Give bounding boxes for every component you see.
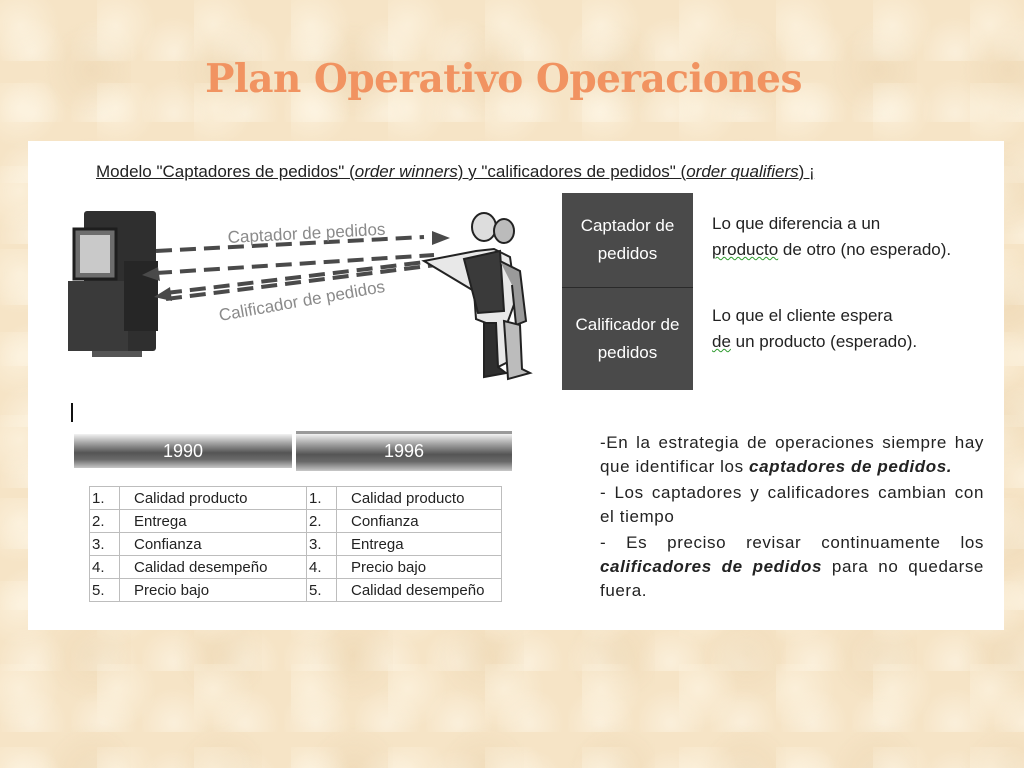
rank-1990: 4. <box>90 556 120 579</box>
rank-1990: 3. <box>90 533 120 556</box>
calificador-label-line1: Calificador de <box>575 315 680 334</box>
item-1990: Entrega <box>120 510 307 533</box>
note-3-tail: para no quedarse fuera. <box>600 557 984 600</box>
captador-desc-underlined: producto <box>712 240 779 259</box>
table-row <box>90 487 502 510</box>
model-heading <box>96 162 986 182</box>
arrows <box>156 237 436 299</box>
captador-desc-rest: de otro (no esperado). <box>778 240 952 259</box>
page-title: Plan Operativo Operaciones <box>205 56 802 102</box>
rank-1996: 5. <box>307 579 337 602</box>
item-1996: Precio bajo <box>337 556 502 579</box>
table-row <box>90 510 502 533</box>
model-illustration <box>64 201 539 391</box>
note-3-text: - Es preciso revisar continuamente los <box>600 533 984 552</box>
captador-box <box>562 193 693 289</box>
year-1996-bar: 1996 <box>296 431 512 471</box>
item-1996: Calidad producto <box>337 487 502 510</box>
item-1990: Calidad producto <box>120 487 307 510</box>
table-row <box>90 579 502 602</box>
note-2: - Los captadores y calificadores cambian con el tiempo <box>600 483 984 526</box>
rank-1990: 2. <box>90 510 120 533</box>
rank-1996: 3. <box>307 533 337 556</box>
item-1996: Entrega <box>337 533 502 556</box>
arrow-label-bottom: Calificador de pedidos <box>217 277 387 325</box>
store-icon <box>68 211 158 357</box>
rank-1996: 4. <box>307 556 337 579</box>
text-cursor <box>71 403 73 422</box>
content-panel <box>28 141 1004 630</box>
rank-1996: 1. <box>307 487 337 510</box>
captador-label-line2: pedidos <box>597 244 658 263</box>
note-3-bold: calificadores de pedidos <box>600 557 822 576</box>
note-1-text: -En la estrategia de operaciones siempre hay que identificar los <box>600 433 984 476</box>
note-1-bold: captadores de pedidos. <box>749 457 953 476</box>
heading-suffix: ) ¡ <box>798 162 815 181</box>
year-1990-bar: 1990 <box>74 434 292 468</box>
rank-1990: 1. <box>90 487 120 510</box>
calificador-desc-rest: un producto (esperado). <box>730 332 918 351</box>
captador-desc-line1: Lo que diferencia a un <box>712 214 881 233</box>
note-1 <box>600 431 984 479</box>
item-1996: Confianza <box>337 510 502 533</box>
item-1990: Confianza <box>120 533 307 556</box>
heading-order-winners: order winners <box>354 162 458 181</box>
calificador-desc-underlined: de <box>712 332 731 351</box>
table-row <box>90 556 502 579</box>
rank-1996: 2. <box>307 510 337 533</box>
rank-1990: 5. <box>90 579 120 602</box>
item-1990: Calidad desempeño <box>120 556 307 579</box>
calificador-box <box>562 288 693 390</box>
heading-order-qualifiers: order qualifiers <box>686 162 799 181</box>
calificador-description <box>712 303 917 355</box>
item-1990: Precio bajo <box>120 579 307 602</box>
captador-label-line1: Captador de <box>580 216 675 235</box>
heading-prefix: Modelo "Captadores de pedidos" ( <box>96 162 355 181</box>
notes <box>600 431 984 605</box>
heading-middle: ) y "calificadores de pedidos" ( <box>457 162 687 181</box>
arrow-label-top: Captador de pedidos <box>227 219 386 247</box>
table-row <box>90 533 502 556</box>
calificador-label-line2: pedidos <box>597 343 658 362</box>
captador-description <box>712 211 951 263</box>
calificador-desc-line1: Lo que el cliente espera <box>712 306 893 325</box>
ranking-table <box>89 486 502 602</box>
note-3 <box>600 531 984 603</box>
item-1996: Calidad desempeño <box>337 579 502 602</box>
